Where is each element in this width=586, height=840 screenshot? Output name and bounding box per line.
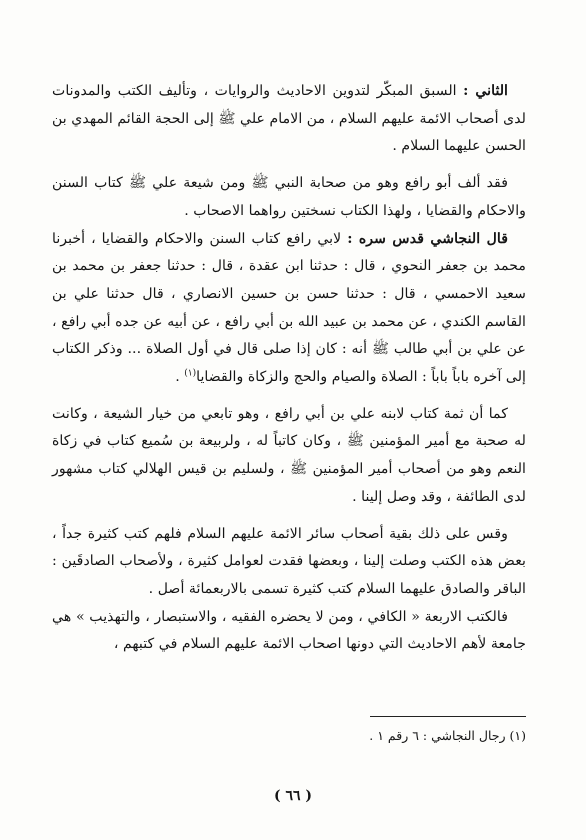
paragraph-5 [52,521,526,604]
paragraph-3-text: لابي رافع كتاب السنن والاحكام والقضايا ، أخبرنا محمد بن جعفر النحوي ، قال : حدثنا ابن عقدة ، قال : حدثنا جعفر بن محمد بن سعيد الاحمسي ، قال : حدثنا حسن بن حسين الانصاري ، قال حدثنا علي بن القاسم الكندي ، عن محمد بن عبيد الله بن أبي رافع ، عن أبيه عن جده أبي رافع ، عن علي بن أبي طالب ﷺ أنه : كان إذا صلى قال في أول الصلاة ... وذكر الكتاب إلى آخره باباً باباً : الصلاة والصيام والحج والزكاة والقضايا [52,230,526,386]
page-number: ( ٦٦ ) [273,788,313,804]
paragraph-3-end: . [175,369,185,386]
paragraph-gap [52,161,526,170]
paragraph-6-text: فالكتب الاربعة « الكافي ، ومن لا يحضره الفقيه ، والاستبصار ، والتهذيب » هي جامعة لأهم الاحاديث التي دونها اصحاب الائمة عليهم السلام في كتبهم ، [52,608,526,653]
paragraph-5-text: وقس على ذلك بقية أصحاب سائر الائمة عليهم السلام فلهم كتب كثيرة جداً ، بعض هذه الكتب وصلت إلينا ، وبعضها فقدت لعوامل كثيرة ، ولأصحاب الصادقَين : الباقر والصادق عليهما السلام كتب كثيرة تسمى بالاربعمائة أصل . [52,525,526,597]
paragraph-1-text: السبق المبكّر لتدوين الاحاديث والروايات ، وتأليف الكتب والمدونات لدى أصحاب الائمة عليهم السلام ، من الامام علي ﷺ إلى الحجة القائم المهدي بن الحسن عليهما السلام . [52,83,526,155]
paragraph-4-text: كما أن ثمة كتاب لابنه علي بن أبي رافع ، وهو تابعي من خيار الشيعة ، وكانت له صحبة مع أمير المؤمنين ﷺ ، وكان كاتباً له ، ولربيعة بن سُميع كتاب في زكاة النعم وهو من أصحاب أمير المؤمنين ﷺ ، ولسليم بن قيس الهلالي كتاب مشهور لدى الطائفة ، وقد وصل إلينا . [52,405,526,505]
paragraph-4 [52,401,526,512]
paragraph-gap [52,392,526,401]
paragraph-3 [52,226,526,392]
paragraph-2 [52,170,526,225]
footnote-divider [370,716,526,717]
paragraph-6 [52,604,526,659]
footnote-reference: (١) [184,368,197,379]
footnote: (١) رجال النجاشي : ٦ رقم ١ . [369,728,526,743]
paragraph-2-text: فقد ألف أبو رافع وهو من صحابة النبي ﷺ ومن شيعة علي ﷺ كتاب السنن والاحكام والقضايا ، ولهذا الكتاب نسختين رواهما الاصحاب . [52,175,526,219]
main-text [52,78,526,659]
paragraph-1-lead: الثاني : [463,83,509,99]
paragraph-gap [52,512,526,521]
paragraph-3-lead: قال النجاشي قدس سره : [347,230,508,247]
paragraph-1 [52,78,526,161]
